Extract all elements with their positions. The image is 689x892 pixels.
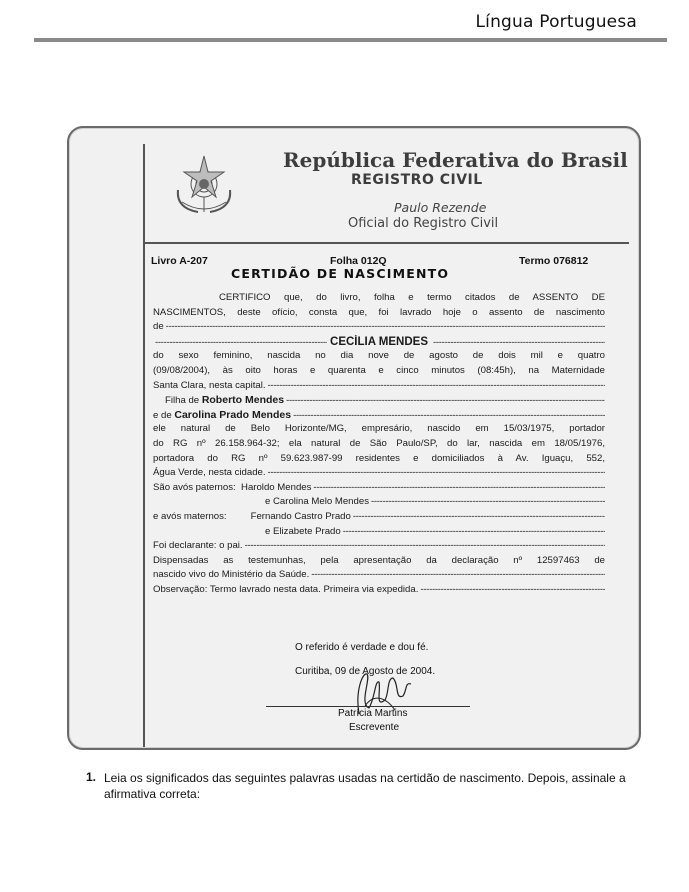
parents-line-4: Água Verde, nesta cidade. -----	[153, 466, 605, 481]
subject-title: Língua Portuguesa	[475, 12, 637, 32]
registry-name: REGISTRO CIVIL	[351, 172, 483, 188]
margin-line	[143, 144, 145, 747]
page-number: Folha 012Q	[330, 255, 387, 267]
signer-role: Escrevente	[349, 722, 400, 733]
maternal-grandmother-line: e Elizabete Prado -----	[153, 525, 605, 540]
certificate-title: CERTIDÃO DE NASCIMENTO	[231, 266, 450, 281]
term-number: Termo 076812	[519, 255, 589, 267]
birth-line-3: Santa Clara, nesta capital. -----	[153, 379, 605, 394]
birth-line-1: do sexo feminino, nascida no dia nove de agosto de dois mil e quatro	[153, 350, 605, 362]
question-number: 1.	[86, 770, 97, 784]
parents-line-2: do RG nº 26.158.964-32; ela natural de São Paulo/SP, do lar, nascida em 18/05/1976,	[153, 437, 605, 449]
officer-title: Oficial do Registro Civil	[348, 216, 499, 231]
witness-line-1: Dispensadas as testemunhas, pela apresentação da declaração nº 12597463 de	[153, 554, 605, 566]
father-line: Filha de Roberto Mendes -----	[153, 393, 605, 408]
maternal-grandfather-line: e avós maternos: Fernando Castro Prado -----	[153, 510, 605, 525]
intro-line-1: CERTIFICO que, do livro, folha e termo citados de ASSENTO DE	[219, 292, 605, 303]
intro-line-3: de -----	[153, 320, 605, 335]
child-name-line	[153, 335, 605, 350]
declarant-line: Foi declarante: o pai. -----	[153, 539, 605, 554]
certificate-body	[153, 291, 605, 597]
signature-line	[266, 706, 470, 707]
birth-line-2: (09/08/2004), às oito horas e quarenta e cinco minutos (08:45h), na Maternidade	[153, 364, 605, 376]
witness-line-2: nascido vivo do Ministério da Saúde. -----	[153, 568, 605, 583]
parents-line-3: portadora do RG nº 59.623.987-99 residentes e domiciliados à Av. Iguaçu, 552,	[153, 452, 605, 464]
parents-line-1: ele natural de Belo Horizonte/MG, empresário, nascido em 15/03/1975, portador	[153, 423, 605, 435]
mother-line: e de Carolina Prado Mendes -----	[153, 408, 605, 423]
header-rule	[34, 38, 667, 42]
observation-line: Observação: Termo lavrado nesta data. Primeira via expedida. -----	[153, 583, 605, 598]
child-name: CECÍLIA MENDES	[330, 335, 428, 348]
intro-line-2: NASCIMENTOS, deste ofício, consta que, foi lavrado hoje o assento de nascimento	[153, 306, 605, 318]
signer-name: Patrícia Martins	[338, 708, 408, 719]
place-date: Curitiba, 09 de Agosto de 2004.	[295, 666, 436, 677]
question-text: Leia os significados das seguintes palavras usadas na certidão de nascimento. Depois, assinale a afirmativa correta:	[104, 771, 626, 801]
header-divider	[143, 242, 629, 244]
closing-statement: O referido é verdade e dou fé.	[295, 642, 429, 653]
paternal-grandfather-line: São avós paternos: Haroldo Mendes -----	[153, 481, 605, 496]
coat-of-arms-icon	[168, 150, 240, 222]
paternal-grandmother-line: e Carolina Melo Mendes -----	[153, 495, 605, 510]
country-name: República Federativa do Brasil	[283, 148, 628, 172]
mother-name: Carolina Prado Mendes	[174, 408, 292, 421]
officer-name: Paulo Rezende	[394, 200, 487, 215]
father-name: Roberto Mendes	[201, 394, 285, 407]
book-number: Livro A-207	[151, 255, 208, 267]
